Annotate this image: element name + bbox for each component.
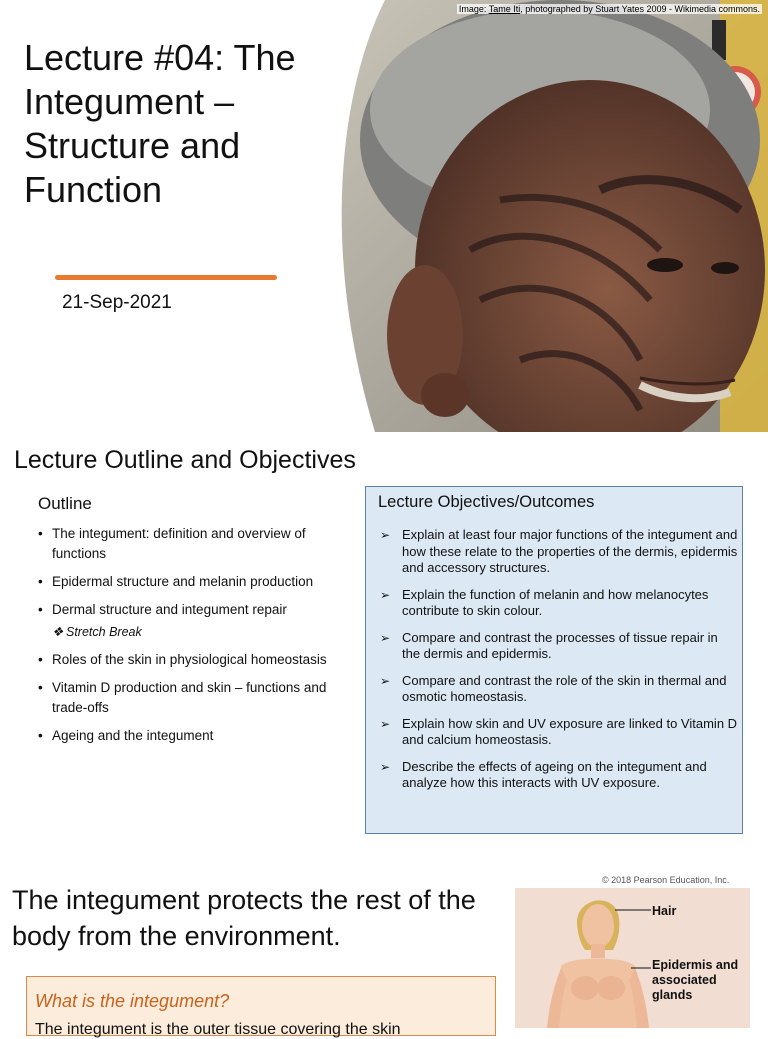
arrow-bullet-icon: ➢ bbox=[380, 587, 391, 602]
question-box bbox=[26, 976, 496, 1036]
label-epidermis-1: Epidermis and bbox=[652, 958, 739, 972]
outline-item-text: Vitamin D production and skin – functions and trade-offs bbox=[52, 680, 327, 715]
objective-item bbox=[378, 716, 738, 749]
objective-text: Explain the function of melanin and how melanocytes contribute to skin colour. bbox=[402, 586, 709, 618]
objective-item bbox=[378, 630, 738, 663]
bullet-icon: • bbox=[38, 680, 43, 695]
outline-item bbox=[38, 678, 356, 718]
outline-item-text: Stretch Break bbox=[66, 625, 142, 639]
question-body: The integument is the outer tissue covering the skin bbox=[35, 1021, 401, 1038]
outline-item bbox=[38, 650, 356, 670]
slide-title: Lecture Outline and Objectives bbox=[14, 446, 356, 474]
bullet-icon: • bbox=[38, 652, 43, 667]
arrow-bullet-icon: ➢ bbox=[380, 716, 391, 731]
bullet-icon: • bbox=[38, 574, 43, 589]
objective-text: Explain at least four major functions of the integument and how these relate to the properties of the dermis, epidermis and accessory structures. bbox=[402, 527, 738, 575]
bullet-icon: • bbox=[38, 526, 43, 541]
slide-title: The integument protects the rest of the body from the environment. bbox=[12, 885, 476, 951]
lecture-title: Lecture #04: The Integument – Structure and Function bbox=[24, 37, 296, 210]
objective-item bbox=[378, 527, 738, 577]
credit-prefix: Image: bbox=[458, 4, 489, 14]
integument-slide bbox=[0, 852, 768, 1038]
objective-text: Explain how skin and UV exposure are linked to Vitamin D and calcium homeostasis. bbox=[402, 715, 738, 747]
question-heading: What is the integument? bbox=[35, 991, 230, 1011]
objectives-heading: Lecture Objectives/Outcomes bbox=[378, 493, 595, 511]
title-slide bbox=[0, 0, 768, 432]
objective-text: Compare and contrast the processes of tissue repair in the dermis and epidermis. bbox=[402, 629, 718, 661]
lecture-date: 21-Sep-2021 bbox=[62, 292, 172, 313]
credit-link[interactable]: Tame Iti bbox=[488, 4, 521, 14]
label-hair: Hair bbox=[652, 904, 677, 918]
outline-item-text: Dermal structure and integument repair bbox=[52, 602, 287, 617]
bullet-icon: • bbox=[38, 728, 43, 743]
outline-item bbox=[38, 524, 356, 564]
label-epidermis-3: glands bbox=[652, 988, 693, 1002]
outline-heading: Outline bbox=[38, 494, 92, 513]
outline-subitem bbox=[38, 622, 356, 642]
outline-item-text: Roles of the skin in physiological homeostasis bbox=[52, 652, 327, 667]
figure-copyright: © 2018 Pearson Education, Inc. bbox=[602, 875, 730, 885]
objective-item bbox=[378, 759, 738, 792]
arrow-bullet-icon: ➢ bbox=[380, 759, 391, 774]
arrow-bullet-icon: ➢ bbox=[380, 673, 391, 688]
outline-list bbox=[38, 524, 356, 754]
objective-item bbox=[378, 587, 738, 620]
bullet-icon: • bbox=[38, 602, 43, 617]
outline-item-text: Epidermal structure and melanin production bbox=[52, 574, 314, 589]
anatomy-figure bbox=[515, 888, 750, 1028]
accent-divider bbox=[55, 275, 277, 280]
outline-item-text: The integument: definition and overview of functions bbox=[52, 526, 306, 561]
objective-text: Compare and contrast the role of the skin in thermal and osmotic homeostasis. bbox=[402, 672, 727, 704]
objectives-box bbox=[365, 486, 743, 834]
outline-item bbox=[38, 572, 356, 592]
objectives-list bbox=[378, 527, 738, 802]
diamond-bullet-icon: ❖ bbox=[52, 625, 64, 639]
arrow-bullet-icon: ➢ bbox=[380, 630, 391, 645]
outline-item bbox=[38, 726, 356, 746]
credit-suffix: , photographed by Stuart Yates 2009 - Wikimedia commons. bbox=[520, 4, 760, 14]
outline-item-text: Ageing and the integument bbox=[52, 728, 214, 743]
outline-item bbox=[38, 600, 356, 620]
objective-text: Describe the effects of ageing on the integument and analyze how this interacts with UV exposure. bbox=[402, 758, 707, 790]
arrow-bullet-icon: ➢ bbox=[380, 528, 391, 542]
objective-item bbox=[378, 673, 738, 706]
image-credit bbox=[457, 4, 762, 14]
label-epidermis-2: associated bbox=[652, 973, 717, 987]
outline-slide bbox=[0, 436, 768, 848]
